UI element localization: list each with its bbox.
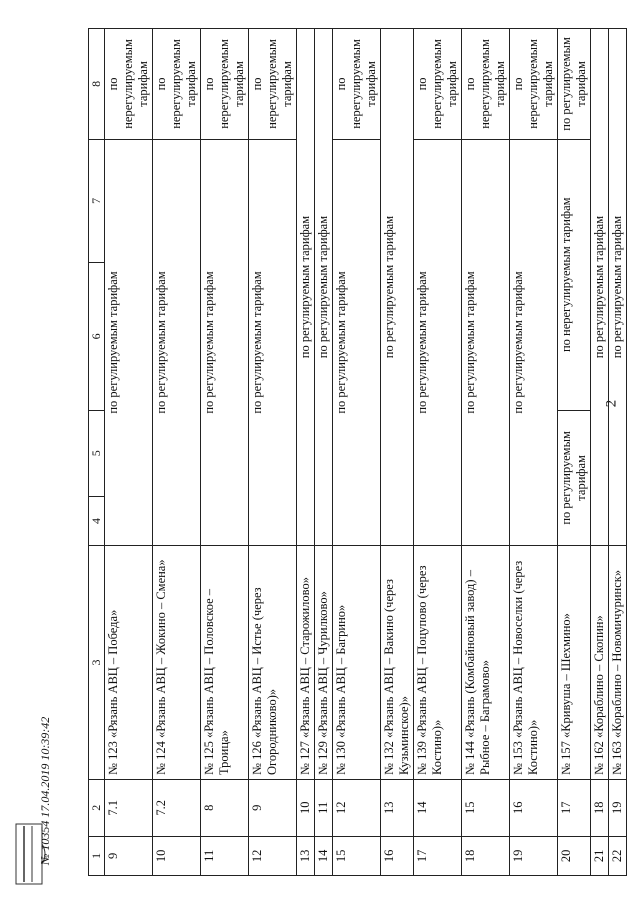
table-cell: № 153 «Рязань АВЦ – Новоселки (через Костино)» [510, 546, 558, 780]
table-cell: 9 [105, 836, 153, 875]
table-cell: 17 [414, 836, 462, 875]
table-cell: № 127 «Рязань АВЦ – Старожилово» [297, 546, 315, 780]
table-cell: 15 [333, 836, 381, 875]
table-cell: № 126 «Рязань АВЦ – Истье (через Огородниково)» [249, 546, 297, 780]
table-cell: 16 [381, 836, 414, 875]
table-row [381, 29, 414, 876]
table-cell: № 129 «Рязань АВЦ – Чурилково» [315, 546, 333, 780]
table-cell: по нерегулируемым тарифам [153, 29, 201, 140]
table-cell: по нерегулируемым тарифам [510, 29, 558, 140]
table-cell: 17 [558, 779, 591, 836]
table-cell: № 125 «Рязань АВЦ – Половское – Троица» [201, 546, 249, 780]
table-row [333, 29, 381, 876]
table-cell: 11 [315, 779, 333, 836]
table-row [609, 29, 627, 876]
table-cell: по регулируемым тарифам [315, 29, 333, 546]
table-cell: 12 [333, 779, 381, 836]
table-cell: 7.2 [153, 779, 201, 836]
table-cell: по регулируемым тарифам [558, 29, 591, 140]
table-cell: 10 [153, 836, 201, 875]
table-cell: № 123 «Рязань АВЦ – Победа» [105, 546, 153, 780]
page-number: 2 [603, 399, 620, 408]
table-cell: 22 [609, 836, 627, 875]
table-row [153, 29, 201, 876]
table-cell: по регулируемым тарифам [381, 29, 414, 546]
header-row [89, 29, 105, 876]
col-header: 1 [89, 836, 105, 875]
table-cell: по регулируемым тарифам [297, 29, 315, 546]
table-cell: 12 [249, 836, 297, 875]
table-cell: 13 [297, 836, 315, 875]
table-cell: по нерегулируемым тарифам [414, 29, 462, 140]
table-cell: по регулируемым тарифам [462, 139, 510, 545]
table-row [105, 29, 153, 876]
col-header: 3 [89, 546, 105, 780]
table-row [558, 29, 591, 876]
table-cell: № 130 «Рязань АВЦ – Багрино» [333, 546, 381, 780]
table-cell: 11 [201, 836, 249, 875]
table-row [462, 29, 510, 876]
table-cell: по регулируемым тарифам [249, 139, 297, 545]
table-cell: № 139 «Рязань АВЦ – Поцупово (через Костино)» [414, 546, 462, 780]
table-cell: по нерегулируемым тарифам [558, 139, 591, 410]
table-cell: 15 [462, 779, 510, 836]
table-cell: 19 [609, 779, 627, 836]
table-cell: по регулируемым тарифам [510, 139, 558, 545]
table-cell: 9 [249, 779, 297, 836]
table-cell: № 162 «Кораблино – Скопин» [591, 546, 609, 780]
table-cell: 13 [381, 779, 414, 836]
table-cell: № 163 «Кораблино – Новомичуринск» [609, 546, 627, 780]
table-cell: 14 [315, 836, 333, 875]
table-cell: по регулируемым тарифам [558, 410, 591, 545]
col-header: 6 [89, 262, 105, 410]
table-cell: по нерегулируемым тарифам [249, 29, 297, 140]
table-cell: по регулируемым тарифам [414, 139, 462, 545]
registration-stamp: № 10354 17.04.2019 10:39:42 [38, 716, 52, 865]
table-row [315, 29, 333, 876]
table-cell: 16 [510, 779, 558, 836]
table-row [297, 29, 315, 876]
table-row [591, 29, 609, 876]
table-cell: по регулируемым тарифам [609, 29, 627, 546]
col-header: 2 [89, 779, 105, 836]
table-cell: № 124 «Рязань АВЦ – Жокино – Смена» [153, 546, 201, 780]
table-cell: 18 [462, 836, 510, 875]
table-container [88, 28, 624, 876]
table-cell: № 144 «Рязань (Комбайновый завод) – Рыбное – Баграмово» [462, 546, 510, 780]
table-cell: 19 [510, 836, 558, 875]
table-cell: 21 [591, 836, 609, 875]
col-header: 7 [89, 139, 105, 262]
col-header: 4 [89, 496, 105, 545]
table-row [510, 29, 558, 876]
routes-table [88, 28, 627, 876]
col-header: 8 [89, 29, 105, 140]
table-cell: 8 [201, 779, 249, 836]
table-cell: по регулируемым тарифам [153, 139, 201, 545]
table-cell: по регулируемым тарифам [333, 139, 381, 545]
table-cell: по регулируемым тарифам [201, 139, 249, 545]
table-row [249, 29, 297, 876]
table-row [414, 29, 462, 876]
table-cell: № 132 «Рязань АВЦ – Вакино (через Кузьминское)» [381, 546, 414, 780]
table-cell: 14 [414, 779, 462, 836]
table-cell: по регулируемым тарифам [105, 139, 153, 545]
table-cell: 20 [558, 836, 591, 875]
table-cell: по нерегулируемым тарифам [333, 29, 381, 140]
col-header: 5 [89, 410, 105, 496]
table-cell: № 157 «Кривуша – Шехмино» [558, 546, 591, 780]
table-cell: по нерегулируемым тарифам [201, 29, 249, 140]
table-row [201, 29, 249, 876]
table-cell: по регулируемым тарифам [591, 29, 609, 546]
table-cell: по нерегулируемым тарифам [105, 29, 153, 140]
table-cell: 7.1 [105, 779, 153, 836]
table-cell: 18 [591, 779, 609, 836]
table-cell: 10 [297, 779, 315, 836]
table-cell: по нерегулируемым тарифам [462, 29, 510, 140]
